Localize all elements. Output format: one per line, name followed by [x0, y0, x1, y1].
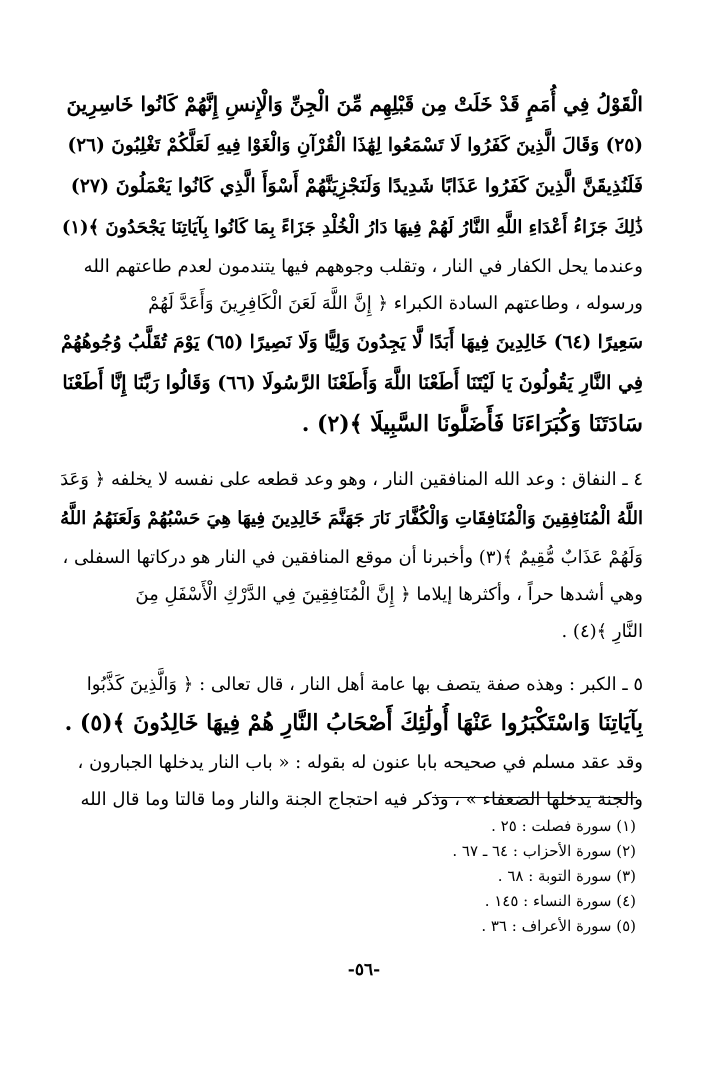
footnote: (١) سورة فصلت : ٢٥ .	[491, 817, 636, 835]
footnote: (٣) سورة التوبة : ٦٨ .	[497, 867, 636, 885]
footnote: (٥) سورة الأعراف : ٣٦ .	[481, 917, 636, 935]
text-line: وقد عقد مسلم في صحيحه بابا عنون له بقوله : « باب النار يدخلها الجبارون ،	[77, 752, 643, 773]
text-line: والجنة يدخلها الضعفاء » ، وذكر فيه احتجاج الجنة والنار وما قالتا وما قال الله	[80, 789, 643, 810]
quran-verse-line: فَلَنُذِيقَنَّ الَّذِينَ كَفَرُوا عَذَابًا شَدِيدًا وَلَنَجْزِيَنَّهُمْ أَسْوَأَ الَّذِي كَانُوا يَعْمَلُونَ (٢٧)	[70, 175, 643, 197]
quran-verse-line: الْقَوْلُ فِي أُمَمٍ قَدْ خَلَتْ مِن قَبْلِهِم مِّنَ الْجِنِّ وَالْإِنسِ إِنَّهُمْ كَانُوا خَاسِرِينَ	[66, 92, 643, 116]
text-line: وَلَهُمْ عَذَابٌ مُّقِيمٌ ﴾(٣) وأخبرنا أن موقع المنافقين في النار هو دركاتها السفلى ،	[62, 547, 643, 568]
text-line: النَّارِ ﴾(٤) .	[561, 621, 643, 642]
quran-verse-line: ذَٰلِكَ جَزَاءُ أَعْدَاءِ اللَّهِ النَّارُ لَهُمْ فِيهَا دَارُ الْخُلْدِ جَزَاءً بِمَا كَانُوا بِآيَاتِنَا يَجْحَدُونَ ﴾(١)	[61, 217, 643, 238]
quran-verse-line: بِآيَاتِنَا وَاسْتَكْبَرُوا عَنْهَا أُولَٰئِكَ أَصْحَابُ النَّارِ هُمْ فِيهَا خَالِدُونَ ﴾(٥) .	[64, 710, 643, 736]
text-line: وهي أشدها حراً ، وأكثرها إيلاما ﴿ إِنَّ الْمُنَافِقِينَ فِي الدَّرْكِ الْأَسْفَلِ مِنَ	[135, 584, 643, 605]
footnote-separator	[432, 797, 637, 798]
text-line: ٤ ـ النفاق : وعد الله المنافقين النار ، وهو وعد قطعه على نفسه لا يخلفه ﴿ وَعَدَ	[60, 469, 643, 490]
paragraph-gap	[58, 650, 643, 666]
page-number: -٥٦-	[347, 960, 381, 980]
footnote: (٤) سورة النساء : ١٤٥ .	[484, 892, 636, 910]
paragraph-gap	[58, 445, 643, 461]
quran-verse-line: سَادَتَنَا وَكُبَرَاءَنَا فَأَضَلُّونَا السَّبِيلَا ﴾(٢) .	[301, 411, 643, 437]
quran-verse-line: سَعِيرًا (٦٤) خَالِدِينَ فِيهَا أَبَدًا لَّا يَجِدُونَ وَلِيًّا وَلَا نَصِيرًا (٦٥) يَوْمَ تُقَلَّبُ وُجُوهُهُمْ	[61, 332, 643, 353]
quran-verse-line: فِي النَّارِ يَقُولُونَ يَا لَيْتَنَا أَطَعْنَا اللَّهَ وَأَطَعْنَا الرَّسُولَا (٦٦) وَقَالُوا رَبَّنَا إِنَّا أَطَعْنَا	[62, 372, 643, 394]
quran-verse-line: اللَّهُ الْمُنَافِقِينَ وَالْمُنَافِقَاتِ وَالْكُفَّارَ نَارَ جَهَنَّمَ خَالِدِينَ فِيهَا هِيَ حَسْبُهُمْ وَلَعَنَهُمُ اللَّهُ	[60, 508, 643, 529]
text-line: وعندما يحل الكفار في النار ، وتقلب وجوههم فيها يتندمون لعدم طاعتهم الله	[83, 256, 643, 277]
text-line: ٥ ـ الكبر : وهذه صفة يتصف بها عامة أهل النار ، قال تعالى : ﴿ وَالَّذِينَ كَذَّبُوا	[86, 674, 643, 695]
quran-verse-line: (٢٥) وَقَالَ الَّذِينَ كَفَرُوا لَا تَسْمَعُوا لِهَٰذَا الْقُرْآنِ وَالْغَوْا فِيهِ لَعَلَّكُمْ تَغْلِبُونَ (٢٦)	[67, 135, 643, 156]
page-body	[58, 84, 643, 818]
footnotes	[336, 814, 636, 939]
footnote: (٢) سورة الأحزاب : ٦٤ ـ ٦٧ .	[452, 842, 636, 860]
text-line: ورسوله ، وطاعتهم السادة الكبراء ﴿ إِنَّ اللَّهَ لَعَنَ الْكَافِرِينَ وَأَعَدَّ لَهُمْ	[148, 293, 643, 314]
